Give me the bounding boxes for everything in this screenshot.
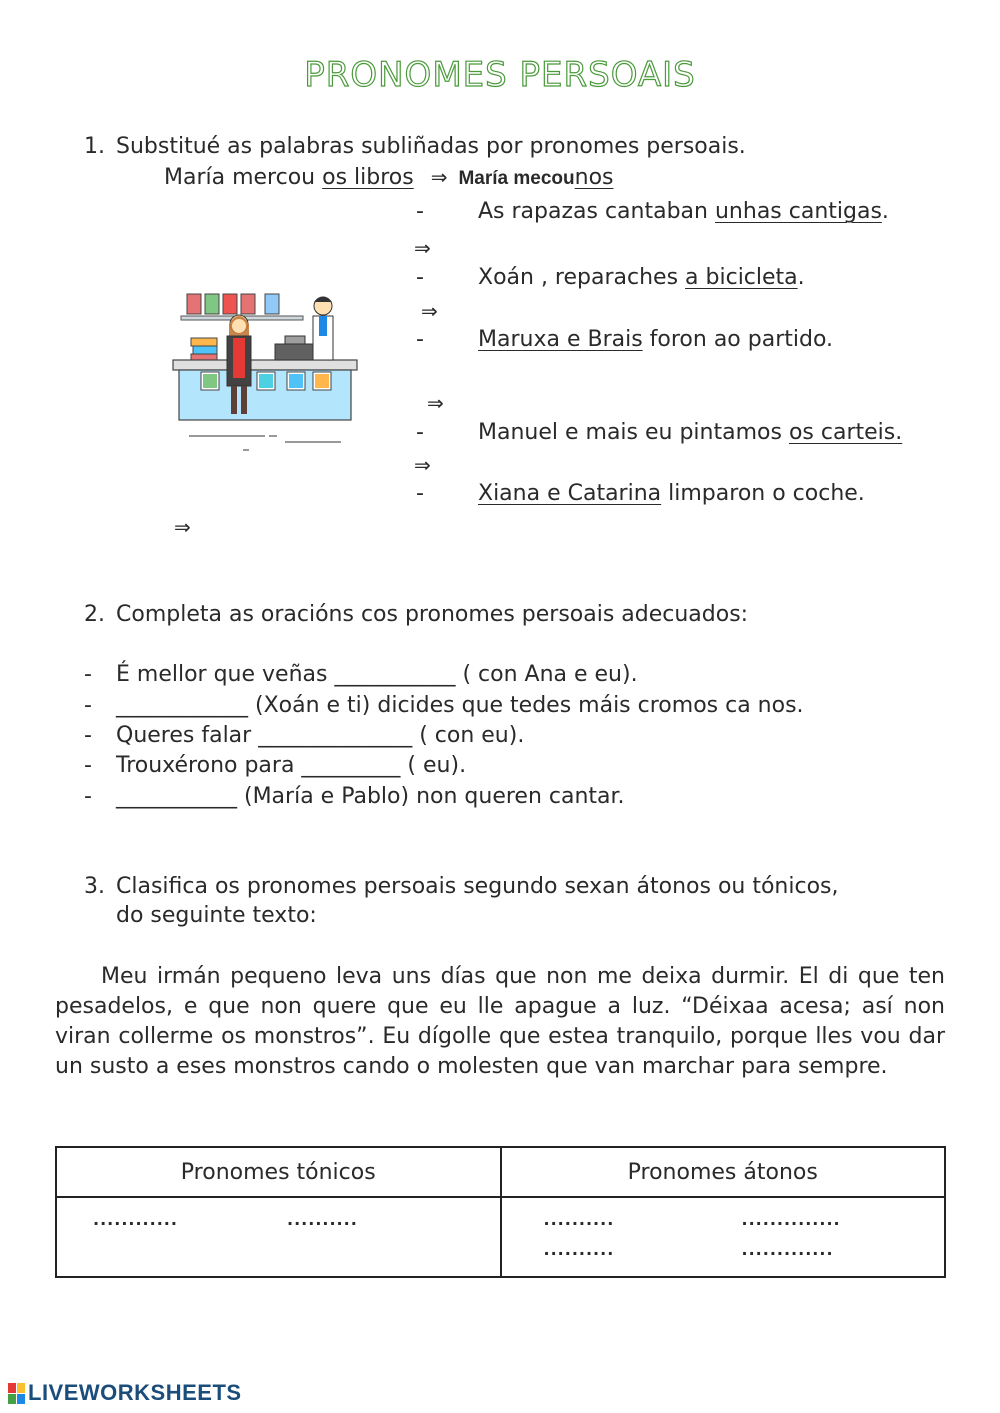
header-atonos: Pronomes átonos (501, 1147, 946, 1197)
ex1-answer-4-arrow-icon: ⇒ (414, 453, 431, 477)
item-text-post: . (797, 265, 805, 290)
liveworksheets-logo[interactable] (8, 1380, 242, 1406)
tonicos-blank-1[interactable]: ............ (93, 1210, 178, 1229)
ex2-item-1-dash: - (84, 662, 92, 687)
ex1-number: 1. (84, 134, 105, 159)
item-text: Xoán , reparaches (478, 265, 686, 290)
example-underlined: os libros (322, 165, 414, 190)
ex2-item-5-dash: - (84, 784, 92, 809)
item-text-post: foron ao partido. (642, 327, 834, 352)
pronouns-table (55, 1146, 946, 1278)
item-underlined: a bicicleta (685, 265, 798, 290)
item-text: As rapazas cantaban (478, 199, 715, 224)
cell-atonos (501, 1197, 946, 1277)
ex1-answer-3-arrow-icon: ⇒ (427, 391, 444, 415)
ex1-example (164, 165, 614, 190)
item-text-post: . (881, 199, 889, 224)
item-text-post: limparon o coche. (661, 481, 865, 506)
example-before: María mercou (164, 165, 316, 190)
item-underlined: os carteis. (788, 420, 903, 445)
ex1-answer-5-arrow-icon: ⇒ (174, 515, 191, 539)
page-title: PRONOMES PERSOAIS (304, 55, 696, 95)
ex2-item-3: Queres falar ______________ ( con eu). (116, 723, 525, 748)
cell-tonicos (56, 1197, 501, 1277)
ex1-item-5-dash: - (416, 481, 424, 506)
ex2-instruction: Completa as oracións cos pronomes persoais adecuados: (116, 602, 749, 627)
ex1-answer-1-arrow-icon: ⇒ (414, 236, 431, 260)
ex2-number: 2. (84, 602, 105, 627)
header-tonicos: Pronomes tónicos (56, 1147, 501, 1197)
tonicos-blank-2[interactable]: .......... (287, 1210, 358, 1229)
ex2-item-4: Trouxérono para _________ ( eu). (116, 753, 467, 778)
ex2-item-2-dash: - (84, 693, 92, 718)
ex1-item-4-dash: - (416, 420, 424, 445)
atonos-blank-2[interactable]: .............. (741, 1210, 841, 1229)
atonos-blank-4[interactable]: ............. (741, 1240, 834, 1259)
ex1-answer-2-arrow-icon: ⇒ (421, 299, 438, 323)
item-underlined: Maruxa e Brais (478, 327, 643, 352)
ex3-instruction-line1: Clasifica os pronomes persoais segundo sexan átonos ou tónicos, (116, 874, 839, 899)
ex2-item-4-dash: - (84, 753, 92, 778)
item-underlined: unhas cantigas (714, 199, 882, 224)
item-text: Manuel e mais eu pintamos (478, 420, 789, 445)
brand-text: LIVEWORKSHEETS (28, 1380, 242, 1405)
example-answer-suffix: nos (574, 165, 614, 190)
item-underlined: Xiana e Catarina (478, 481, 662, 506)
atonos-blank-3[interactable]: .......... (543, 1240, 615, 1259)
example-arrow-icon: ⇒ (430, 165, 448, 189)
ex1-item-4 (478, 420, 902, 445)
ex1-item-3 (478, 327, 833, 352)
ex1-item-2 (478, 265, 805, 290)
ex3-number: 3. (84, 874, 105, 899)
ex2-item-1: É mellor que veñas ___________ ( con Ana e eu). (116, 662, 638, 687)
liveworksheets-logo-icon (8, 1383, 26, 1405)
example-answer-bold: María mecou (458, 168, 575, 189)
ex2-item-2: ____________ (Xoán e ti) dicides que tedes máis cromos ca nos. (116, 693, 804, 718)
ex1-instruction: Substitué as palabras subliñadas por pronomes persoais. (116, 134, 746, 159)
ex1-item-1 (478, 199, 889, 224)
ex2-item-3-dash: - (84, 723, 92, 748)
ex1-item-3-dash: - (416, 327, 424, 352)
ex1-item-1-dash: - (416, 199, 424, 224)
shop-counter-illustration (165, 290, 365, 455)
atonos-blank-1[interactable]: .......... (543, 1210, 615, 1229)
ex2-item-5: ___________ (María e Pablo) non queren cantar. (116, 784, 625, 809)
ex3-paragraph: Meu irmán pequeno leva uns días que non me deixa durmir. El di que ten pesadelos, e que non quere que eu lle apague a luz. “Déixaa acesa; así non viran collerme os monstros”. Eu dígolle que estea tranquilo, porque lles vou dar un susto a eses monstros cando o molesten que van marchar para sempre. (55, 964, 945, 1079)
ex3-instruction-line2: do seguinte texto: (116, 903, 317, 928)
ex1-item-2-dash: - (416, 265, 424, 290)
ex1-item-5 (478, 481, 865, 506)
